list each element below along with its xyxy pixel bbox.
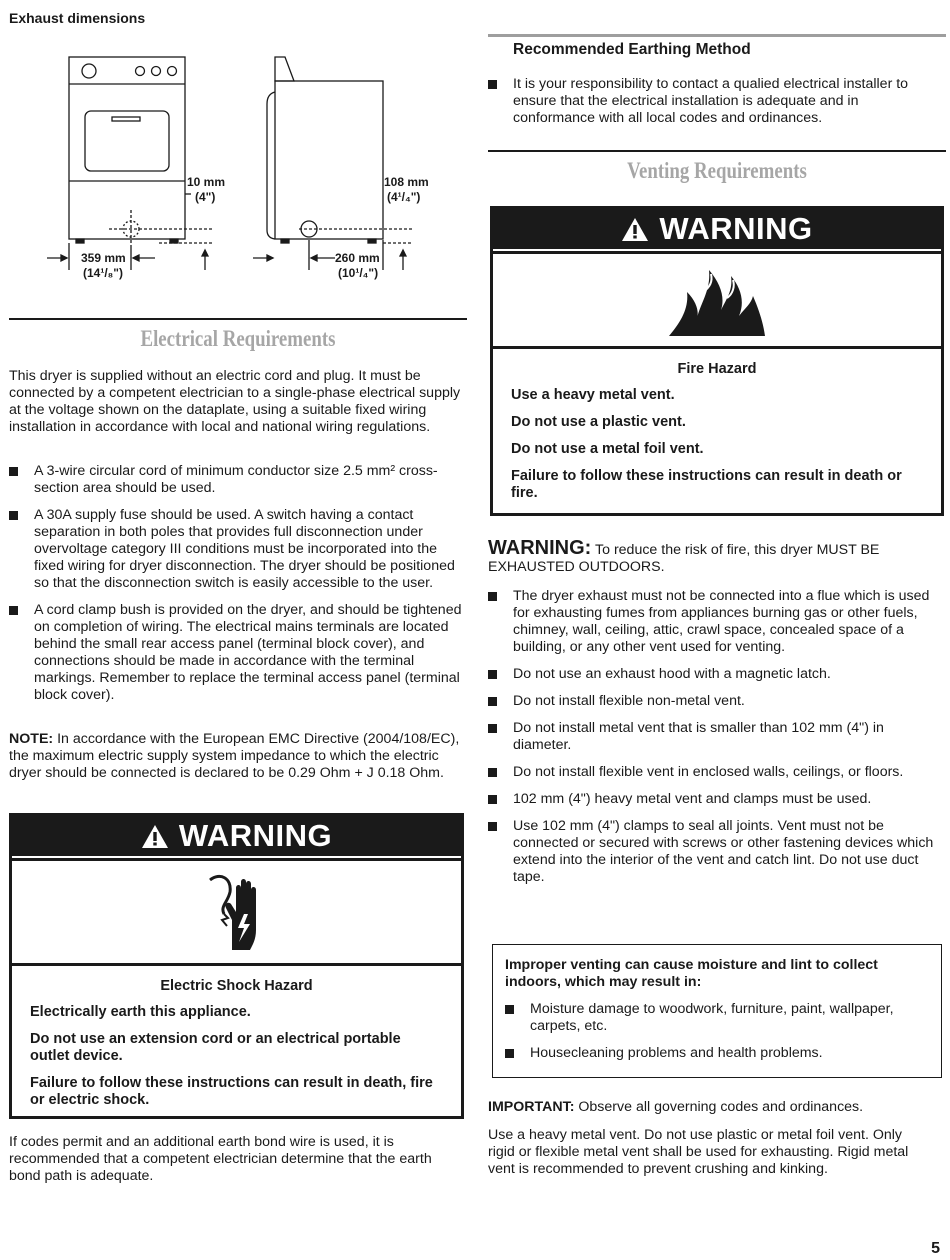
- warning-header: [493, 209, 941, 249]
- list-item: Moisture damage to woodwork, furniture, paint, wallpaper, carpets, etc.: [505, 1001, 929, 1035]
- venting-bullet-list: [488, 588, 944, 886]
- venting-closing-paragraph: Use a heavy metal vent. Do not use plastic or metal foil vent. Only rigid or flexible metal vent shall be used for exhausting. Rigid metal vent is recommended to prevent crushing and kinking.: [488, 1127, 909, 1177]
- front-width-inch-label: (14¹/₈"): [83, 266, 123, 280]
- warning-line: Do not use a metal foil vent.: [511, 441, 704, 457]
- improper-venting-box: [492, 944, 942, 1078]
- electric-shock-hand-icon: [202, 870, 272, 954]
- warning-body: [12, 978, 461, 1109]
- electrical-requirements-title: Electrical Requirements: [140, 326, 336, 351]
- dryer-side-view: [253, 57, 413, 270]
- improper-venting-title: Improper venting can cause moisture and lint to collect indoors, which may result in:: [505, 957, 878, 990]
- exhaust-dimensions-diagram: [9, 40, 467, 330]
- warning-line: Failure to follow these instructions can result in death, fire or electric shock.: [30, 1075, 433, 1108]
- list-item: A 3-wire circular cord of minimum conductor size 2.5 mm² cross-section area should be used.: [9, 463, 465, 497]
- warning-body: [493, 361, 941, 502]
- list-item: 102 mm (4") heavy metal vent and clamps must be used.: [488, 791, 944, 808]
- list-item: Do not use an exhaust hood with a magnetic latch.: [488, 666, 944, 683]
- warning-text: To reduce the risk of fire, this dryer MUST BE EXHAUSTED OUTDOORS.: [488, 542, 880, 575]
- side-height-inch-label: (4¹/₄"): [387, 190, 421, 204]
- important-text: Observe all governing codes and ordinances.: [574, 1099, 864, 1115]
- note-text: In accordance with the European EMC Directive (2004/108/EC), the maximum electric supply system impedance to which the electric dryer should be connected is declared to be 0.29 Ohm + J 0.18 Ohm.: [9, 731, 460, 781]
- important-note: [488, 1099, 944, 1116]
- note-label: NOTE:: [9, 731, 54, 747]
- front-height-label: 10 mm: [187, 175, 226, 189]
- warning-triangle-icon: [621, 217, 649, 242]
- electric-shock-warning-box: [9, 813, 464, 1119]
- front-height-inch-label: (4"): [195, 190, 216, 204]
- warning-triangle-icon: [141, 824, 169, 849]
- warning-line: Do not use an extension cord or an electrical portable outlet device.: [30, 1031, 401, 1064]
- list-item: Do not install flexible non-metal vent.: [488, 693, 944, 710]
- section-divider: [488, 150, 946, 152]
- improper-venting-list: [505, 1001, 929, 1062]
- hazard-title: Fire Hazard: [677, 361, 757, 377]
- emc-note: [9, 731, 461, 782]
- important-label: IMPORTANT:: [488, 1099, 575, 1115]
- fire-icon-cell: [493, 251, 941, 349]
- warning-line: Electrically earth this appliance.: [30, 1004, 251, 1020]
- warning-label: WARNING:: [488, 537, 592, 559]
- exhaust-dimensions-heading: Exhaust dimensions: [9, 10, 146, 26]
- venting-requirements-title: Venting Requirements: [627, 158, 807, 183]
- fire-flame-icon: [667, 262, 767, 338]
- side-depth-label: 260 mm: [335, 251, 380, 265]
- electrical-bullet-list: [9, 463, 465, 704]
- list-item: It is your responsibility to contact a qualied electrical installer to ensure that the electrical installation is adequate and in conformance with all local codes and ordinances.: [488, 76, 940, 127]
- list-item: Do not install flexible vent in enclosed walls, ceilings, or floors.: [488, 764, 944, 781]
- earthing-top-rule: [488, 34, 946, 37]
- list-item: Do not install metal vent that is smaller than 102 mm (4") in diameter.: [488, 720, 944, 754]
- warning-header-text: WARNING: [178, 818, 333, 853]
- front-width-label: 359 mm: [81, 251, 126, 265]
- warning-line: Failure to follow these instructions can result in death or fire.: [511, 468, 902, 501]
- section-divider: [9, 318, 467, 320]
- warning-line: Do not use a plastic vent.: [511, 414, 686, 430]
- earthing-bullet-list: [488, 76, 940, 127]
- list-item: A cord clamp bush is provided on the dryer, and should be tightened on completion of wiring. The electrical mains terminals are located behind the small rear access panel (terminal block cover), and connections should be made in accordance with the terminal markings. Remember to replace the terminal access panel (terminal block cover).: [9, 602, 465, 704]
- hazard-title: Electric Shock Hazard: [160, 978, 313, 994]
- earth-bond-paragraph: If codes permit and an additional earth bond wire is used, it is recommended that a competent electrician determine that the earth bond path is adequate.: [9, 1134, 432, 1184]
- side-height-label: 108 mm: [384, 175, 429, 189]
- dryer-front-view: [47, 57, 216, 270]
- list-item: Housecleaning problems and health problems.: [505, 1045, 929, 1062]
- shock-icon-cell: [12, 858, 461, 966]
- side-depth-inch-label: (10¹/₄"): [338, 266, 379, 280]
- list-item: Use 102 mm (4") clamps to seal all joints. Vent must not be connected or secured with screws or other fastening devices which extend into the interior of the vent and catch lint. Do not use duct tape.: [488, 818, 944, 886]
- warning-header-text: WARNING: [659, 211, 813, 246]
- exhaust-outdoors-warning: [488, 537, 944, 576]
- warning-line: Use a heavy metal vent.: [511, 387, 675, 403]
- list-item: A 30A supply fuse should be used. A switch having a contact separation in both poles that provides full disconnection under overvoltage category III conditions must be incorporated into the fixed wiring for dryer disconnection. The dryer should be positioned so that the disconnection switch is easily accessible to the user.: [9, 507, 465, 592]
- warning-header: [12, 816, 461, 856]
- page-number: 5: [931, 1240, 940, 1257]
- fire-warning-box: [490, 206, 944, 516]
- electrical-intro: This dryer is supplied without an electric cord and plug. It must be connected by a competent electrician to a single-phase electrical supply at the voltage shown on the dataplate, using a suitable fixed wiring installation in accordance with local and national wiring regulations.: [9, 368, 461, 435]
- list-item: The dryer exhaust must not be connected into a flue which is used for exhausting fumes from appliances burning gas or other fuels, chimney, wall, ceiling, attic, crawl space, concealed space of a building, or any other vent used for venting.: [488, 588, 944, 656]
- earthing-title: Recommended Earthing Method: [513, 41, 751, 58]
